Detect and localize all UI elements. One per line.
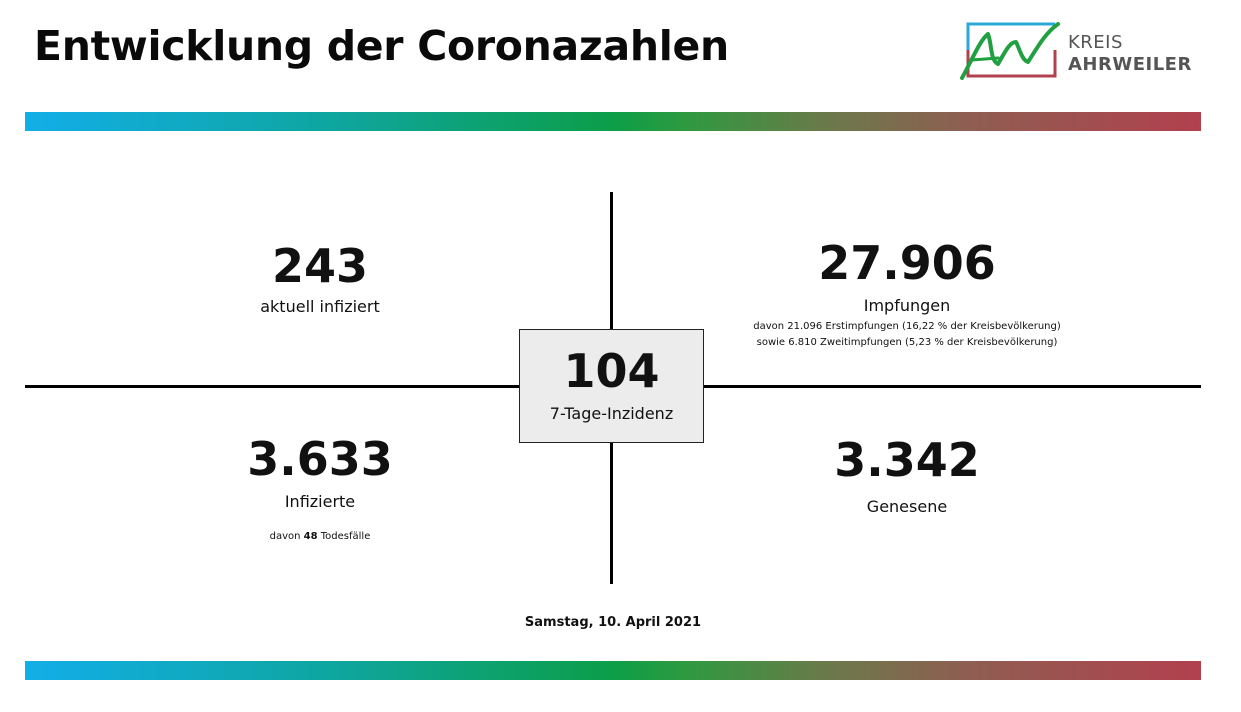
stat-value: 27.906 <box>818 236 996 290</box>
stat-value: 3.633 <box>247 432 393 486</box>
incidence-value: 104 <box>563 344 660 398</box>
deaths-count: 48 <box>303 531 318 542</box>
stat-infected-current <box>170 239 470 316</box>
note-suffix: Todesfälle <box>320 531 371 542</box>
note-prefix: davon <box>269 531 301 542</box>
logo <box>958 20 1198 82</box>
ahrweiler-logo-icon <box>958 20 1063 82</box>
incidence-box <box>519 329 704 443</box>
stat-note-deaths <box>170 529 470 545</box>
incidence-label: 7-Tage-Inzidenz <box>549 404 674 423</box>
stat-label: Impfungen <box>863 296 951 315</box>
top-gradient-bar <box>25 112 1201 131</box>
bottom-gradient-bar <box>25 661 1201 680</box>
stat-recovered <box>757 433 1057 516</box>
stat-value: 243 <box>271 239 369 293</box>
report-date: Samstag, 10. April 2021 <box>524 615 702 630</box>
logo-text-ahrweiler: AHRWEILER <box>1068 54 1192 75</box>
stat-label: aktuell infiziert <box>260 297 380 316</box>
stat-label: Infizierte <box>284 492 356 511</box>
stat-label: Genesene <box>866 497 948 516</box>
stat-vaccinations <box>707 236 1107 351</box>
stat-value: 3.342 <box>834 433 980 487</box>
logo-text-kreis: KREIS <box>1068 32 1123 53</box>
stat-infected-total <box>170 432 470 545</box>
stat-note-second-doses: sowie 6.810 Zweitimpfungen (5,23 % der Kreisbevölkerung) <box>756 337 1058 348</box>
stat-note-first-doses: davon 21.096 Erstimpfungen (16,22 % der Kreisbevölkerung) <box>753 321 1061 332</box>
page-title: Entwicklung der Coronazahlen <box>34 22 729 70</box>
